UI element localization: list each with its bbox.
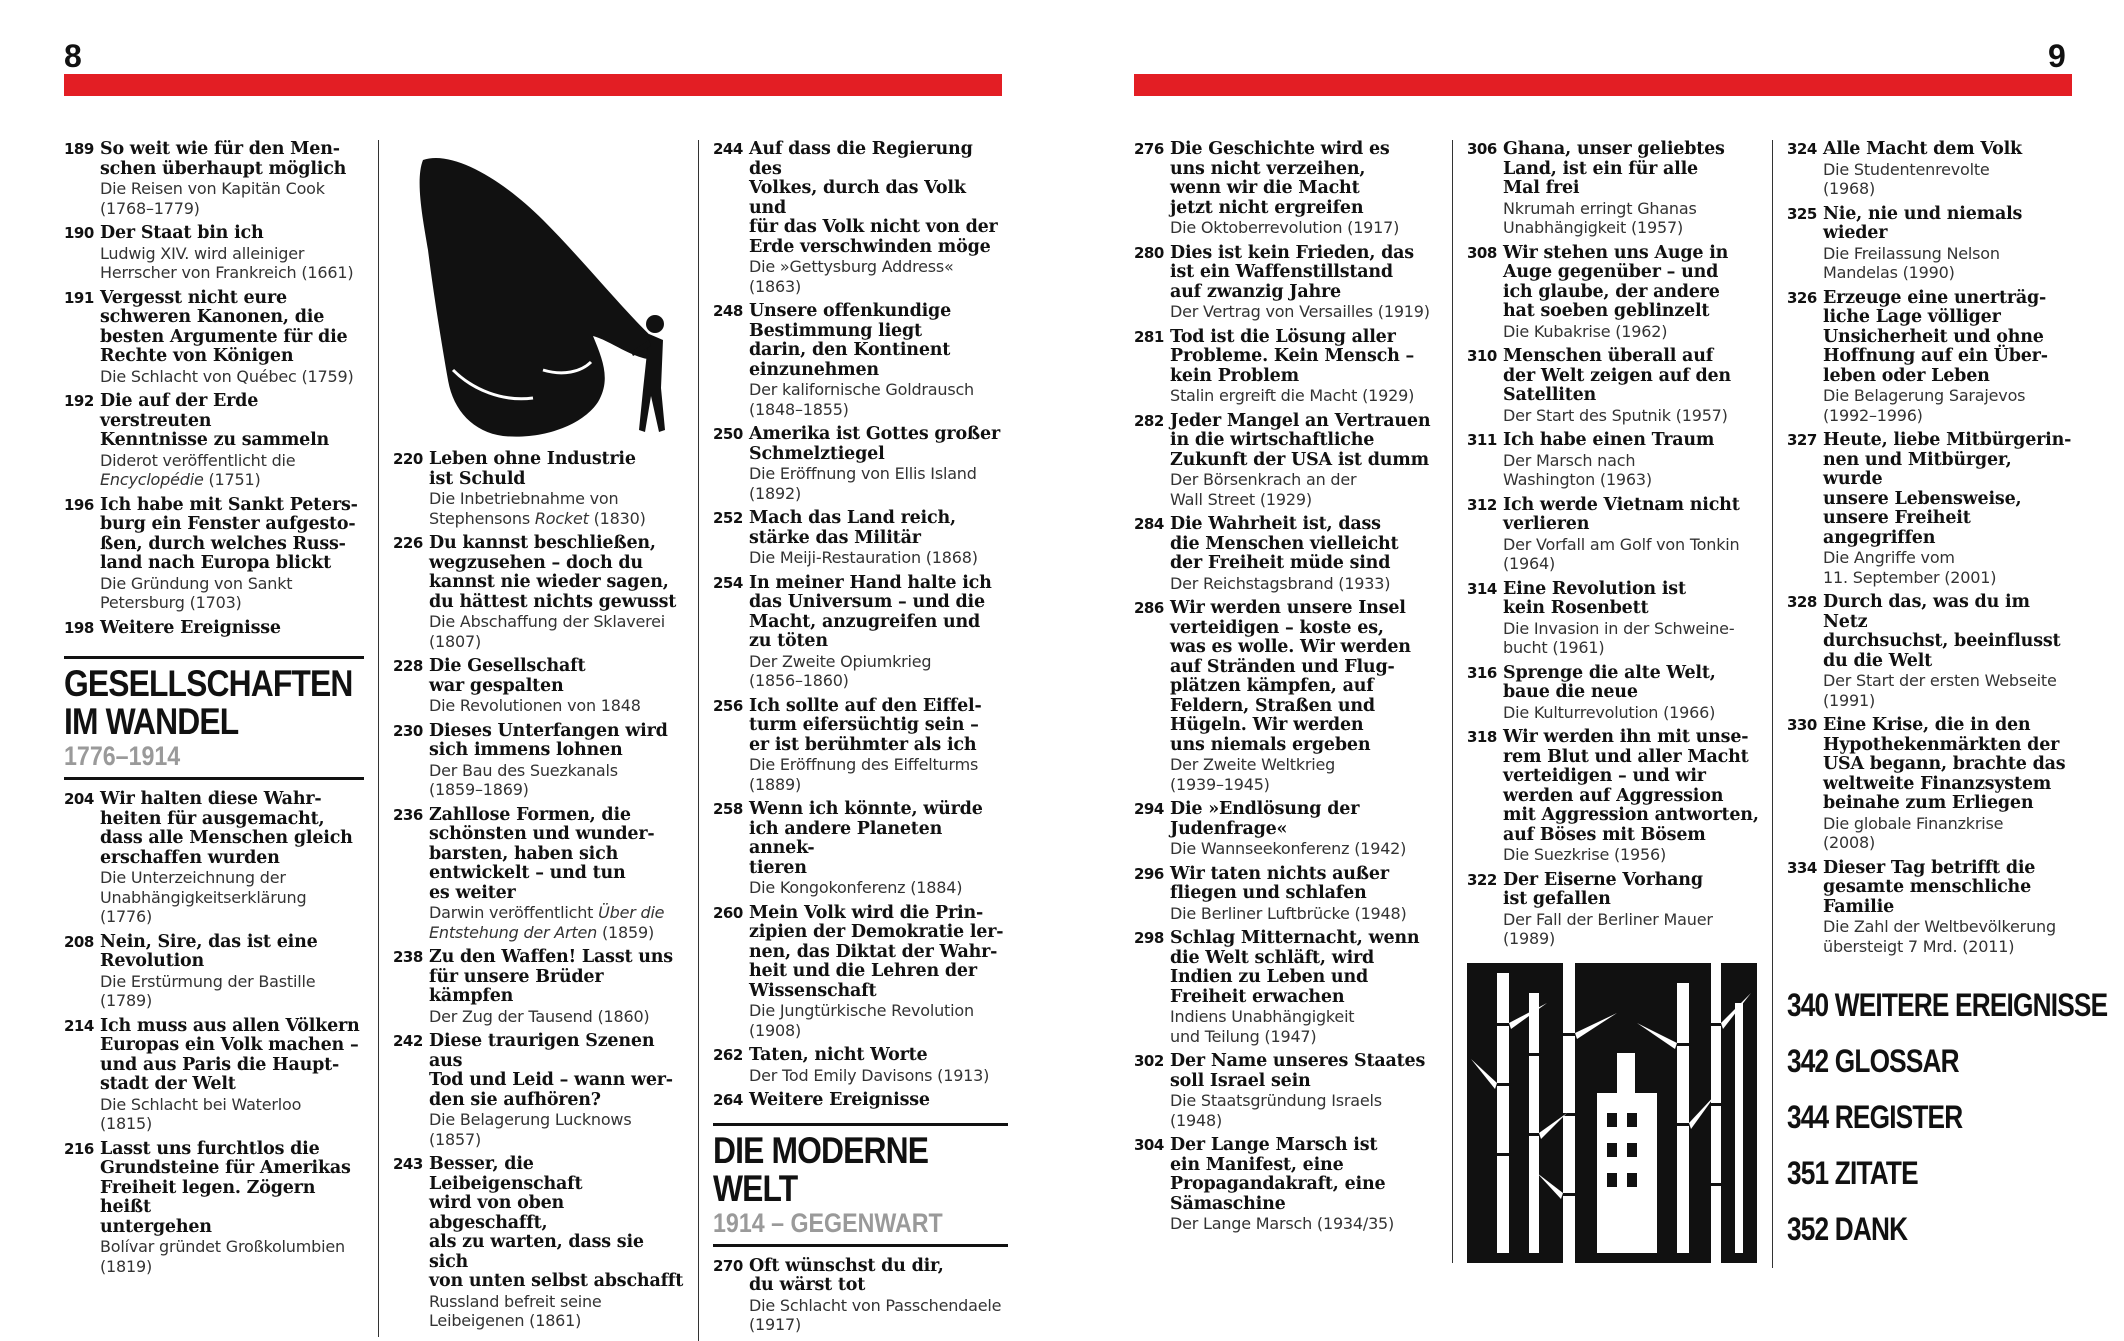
entry-subtitle: Die Schlacht bei Waterloo (1815) [100,1094,302,1133]
entry-subtitle-part: Die Inbetriebnahme von Stephensons [429,489,619,528]
entry-subtitle-italic: Encyclopédie [100,470,204,489]
toc-big-entry[interactable] [1787,987,2108,1023]
entry-subtitle: Der kalifornische Goldrausch (1848–1855) [749,380,975,419]
entry-subtitle: Der Börsenkrach an der Wall Street (1929) [1170,470,1357,509]
entry-subtitle: Die Eröffnung von Ellis Island (1892) [749,464,977,503]
entry-subtitle: Die Berliner Luftbrücke (1948) [1170,903,1407,923]
entry-subtitle: Die Revolutionen von 1848 [429,696,641,715]
entry-title: Wir werden ihn mit unse- rem Blut und aller Macht verteidigen – und wir werden auf Aggression mit Aggression antworten, auf Böses mit Bösem [1503,727,1759,845]
page-number: 230 [393,721,423,740]
page-number: 242 [393,1032,423,1050]
entry-subtitle [429,489,688,528]
entry-title: Zahllose Formen, die schönsten und wunder- barsten, haben sich entwickelt – und tun es weiter [429,804,655,903]
toc-entry[interactable] [713,904,1008,1041]
entry-title: Die Wahrheit ist, dass die Menschen vielleicht der Freiheit müde sind [1170,514,1399,573]
toc-entry[interactable] [64,790,364,927]
entry-title: Ich muss aus allen Völkern Europas ein Volk machen – und aus Paris die Haupt- stadt der Welt [100,1015,360,1094]
toc-entry[interactable] [713,1091,1008,1111]
toc-entry[interactable] [713,425,1008,503]
toc-entry[interactable] [1787,431,2072,587]
entry-title: Wir halten diese Wahr- heiten für ausgemacht, dass alle Menschen gleich erschaffen wurden [100,789,353,868]
section-title: DIE MODERNE WELT [713,1129,929,1209]
entry-title: Ghana, unser geliebtes Land, ist ein für alle Mal frei [1503,139,1725,198]
section-header-gesellschaften [64,656,364,780]
toc-entry[interactable] [393,1155,688,1331]
entry-subtitle: Der Fall der Berliner Mauer (1989) [1503,909,1713,948]
entry-title: Jeder Mangel an Vertrauen in die wirtschaftliche Zukunft der USA ist dumm [1170,410,1431,470]
page-number: 304 [1134,1136,1164,1154]
entry-subtitle: Die Zahl der Weltbevölkerung übersteigt 7 Mrd. (2011) [1823,917,2056,956]
entry-subtitle: Die globale Finanzkrise (2008) [1823,813,2004,852]
entry-title: Diese traurigen Szenen aus Tod und Leid – wann wer- den sie aufhören? [429,1031,673,1110]
page-number: 294 [1134,800,1164,818]
toc-entry[interactable] [1467,664,1766,723]
page-number: 352 [1787,1211,1829,1247]
toc-entry[interactable] [1134,1136,1444,1234]
page-number: 298 [1134,929,1164,947]
toc-entry[interactable] [1134,929,1444,1046]
toc-entry[interactable] [1134,140,1444,238]
page-number: 226 [393,534,423,552]
page-number: 270 [713,1256,743,1275]
page-number: 284 [1134,515,1164,533]
page-number: 250 [713,425,743,443]
page-number: 314 [1467,579,1497,598]
toc-entry[interactable] [64,289,364,387]
toc-entry[interactable] [64,619,364,639]
entry-subtitle: Der Start des Sputnik (1957) [1503,405,1728,425]
big-entry-label: REGISTER [1834,1099,1963,1135]
entry-title: Dies ist kein Frieden, das ist ein Waffenstillstand auf zwanzig Jahre [1170,242,1414,302]
entry-title: Durch das, was du im Netz durchsuchst, beeinflusst du die Welt [1823,592,2061,671]
entry-title: Mein Volk wird die Prin- zipien der Demokratie ler- nen, das Diktat der Wahr- heit und die Lehren der Wissenschaft [749,902,1004,1001]
left-red-bar [64,74,1002,96]
entry-subtitle: Der Start der ersten Webseite (1991) [1823,671,2057,710]
entry-title: Mach das Land reich, stärke das Militär [749,508,956,548]
page-number: 318 [1467,728,1497,746]
entry-title: Wenn ich könnte, würde ich andere Planeten annek- tieren [749,799,983,878]
page-number: 281 [1134,327,1164,346]
page-number: 282 [1134,411,1164,430]
page-number: 264 [713,1091,743,1109]
toc-entry[interactable] [1467,580,1766,658]
page-number: 286 [1134,599,1164,617]
section-range: 1914 – GEGENWART [713,1207,943,1238]
page-number: 296 [1134,864,1164,883]
toc-entry[interactable] [393,657,688,716]
entry-subtitle-part: (1830) [588,508,646,528]
right-red-bar [1134,74,2072,96]
entry-subtitle: Der Vorfall am Golf von Tonkin (1964) [1503,534,1740,573]
section-range: 1776–1914 [64,741,181,771]
page-number: 204 [64,790,94,808]
hand-illustration [393,140,683,450]
page-number: 334 [1787,858,1817,877]
toc-entry[interactable] [1467,871,1766,949]
toc-entry[interactable] [1134,328,1444,406]
entry-title: Amerika ist Gottes großer Schmelztiegel [749,424,1000,464]
entry-subtitle: Der Reichstagsbrand (1933) [1170,573,1391,593]
bamboo-illustration [1467,963,1757,1263]
toc-entry[interactable] [64,496,364,613]
toc-column-3 [698,140,1008,1341]
toc-entry[interactable] [1467,244,1766,342]
page-number: 243 [393,1155,423,1173]
toc-entry[interactable] [1467,140,1766,238]
entry-title: Menschen überall auf der Welt zeigen auf den Satelliten [1503,346,1731,405]
entry-title: Nein, Sire, das ist eine Revolution [100,931,318,971]
entry-subtitle-italic: Rocket [534,508,589,528]
page-number: 252 [713,509,743,527]
entry-title: Der Lange Marsch ist ein Manifest, eine Propagandakraft, eine Sämaschine [1170,1135,1386,1214]
toc-big-entry[interactable] [1787,1212,2021,1246]
toc-entry[interactable] [393,1032,688,1149]
entry-subtitle: Die Schlacht von Québec (1759) [100,366,354,386]
toc-entry[interactable] [64,140,364,218]
page-number: 310 [1467,347,1497,365]
toc-entry[interactable] [64,392,364,490]
page-number: 308 [1467,243,1497,262]
entry-subtitle [100,451,364,490]
page-number: 306 [1467,140,1497,158]
toc-entry[interactable] [393,806,688,943]
entry-subtitle: Die Invasion in der Schweine- bucht (1961) [1503,618,1735,657]
toc-entry[interactable] [393,534,688,651]
page-number: 262 [713,1046,743,1064]
toc-big-entry[interactable] [1787,1156,2021,1190]
page-number: 189 [64,140,94,158]
toc-entry[interactable] [1134,800,1444,859]
entry-subtitle: Die Meiji-Restauration (1868) [749,548,978,567]
entry-title: Der Name unseres Staates soll Israel sein [1170,1051,1426,1091]
toc-column-4 [1134,140,1444,1240]
big-entry-label: DANK [1834,1211,1908,1247]
entry-title: Ich habe einen Traum [1503,430,1715,450]
toc-entry[interactable] [1467,496,1766,574]
entry-subtitle: Die Gründung von Sankt Petersburg (1703) [100,573,293,612]
toc-entry[interactable] [713,800,1008,898]
toc-entry[interactable] [713,574,1008,691]
entry-title: So weit wie für den Men- schen überhaupt möglich [100,139,347,179]
entry-subtitle: Die Belagerung Sarajevos (1992–1996) [1823,386,2026,425]
entry-title: Dieser Tag betrifft die gesamte menschliche Familie [1823,857,2036,917]
toc-entry[interactable] [1787,716,2072,853]
toc-entry[interactable] [1134,1052,1444,1130]
entry-subtitle: Die Reisen von Kapitän Cook (1768–1779) [100,179,325,218]
entry-subtitle: Die Staatsgründung Israels (1948) [1170,1091,1382,1130]
entry-title: Die Geschichte wird es uns nicht verzeihen, wenn wir die Macht jetzt nicht ergreifen [1170,139,1390,218]
toc-entry[interactable] [1787,859,2072,957]
section-title: GESELLSCHAFTEN IM WANDEL [64,663,353,742]
toc-entry[interactable] [1467,347,1766,425]
page-number: 248 [713,302,743,320]
toc-entry[interactable] [1134,244,1444,322]
entry-title: Taten, nicht Worte [749,1045,928,1065]
entry-title: Vergesst nicht eure schweren Kanonen, die besten Argumente für die Rechte von Königen [100,287,348,366]
entry-subtitle: Die Suezkrise (1956) [1503,845,1666,864]
page-number: 322 [1467,870,1497,889]
entry-subtitle: Bolívar gründet Großkolumbien (1819) [100,1237,345,1276]
entry-title: Erzeuge eine unerträg- liche Lage völliger Unsicherheit und ohne Hoffnung auf ein Über- leben oder Leben [1823,287,2048,386]
entry-title: Tod ist die Lösung aller Probleme. Kein Mensch – kein Problem [1170,326,1415,386]
entry-title: Der Eiserne Vorhang ist gefallen [1503,869,1703,909]
entry-title: Wir taten nichts außer fliegen und schlafen [1170,863,1389,903]
toc-big-entry[interactable] [1787,1044,2021,1078]
page-number: 228 [393,657,423,675]
entry-title: Eine Krise, die in den Hypothekenmärkten der USA begann, brachte das weltweite Finanzsystem beinahe zum Erliegen [1823,715,2066,813]
entry-subtitle: Die Wannseekonferenz (1942) [1170,839,1407,858]
page-number: 311 [1467,431,1497,449]
entry-subtitle-part: (1751) [203,470,261,489]
toc-column-6 [1772,139,2108,1268]
toc-column-2 [378,140,688,1337]
entry-subtitle: Die Kongokonferenz (1884) [749,878,963,897]
entry-title: Sprenge die alte Welt, baue die neue [1503,662,1716,702]
entry-title: Weitere Ereignisse [749,1090,930,1110]
toc-entry[interactable] [713,140,1008,296]
toc-column-1 [64,140,364,1282]
page-number: 330 [1787,716,1817,734]
entry-subtitle: Der Zug der Tausend (1860) [429,1006,650,1026]
toc-entry[interactable] [393,948,688,1026]
entry-subtitle-part: (1859) [597,922,654,942]
toc-entry[interactable] [1467,431,1766,490]
page-number: 328 [1787,593,1817,611]
entry-title: In meiner Hand halte ich das Universum – und die Macht, anzugreifen und zu töten [749,572,992,651]
entry-subtitle: Die Freilassung Nelson Mandelas (1990) [1823,243,2000,282]
entry-title: Schlag Mitternacht, wenn die Welt schläft, wird Indien zu Leben und Freiheit erwachen [1170,928,1420,1007]
entry-subtitle: Die Schlacht von Passchendaele (1917) [749,1295,1002,1334]
page-number: 198 [64,618,94,637]
toc-entry[interactable] [1134,865,1444,924]
toc-entry[interactable] [393,722,688,800]
toc-entry[interactable] [1134,515,1444,593]
entry-title: Alle Macht dem Volk [1823,139,2022,159]
page-number: 344 [1787,1099,1829,1135]
entry-title: Die »Endlösung der Judenfrage« [1170,799,1360,839]
entry-subtitle: Der Zweite Weltkrieg (1939–1945) [1170,755,1336,794]
page-number: 312 [1467,495,1497,514]
entry-title: Eine Revolution ist kein Rosenbett [1503,578,1686,618]
entry-subtitle: Der Vertrag von Versailles (1919) [1170,302,1430,321]
entry-title: Der Staat bin ich [100,223,264,243]
entry-title: Besser, die Leibeigenschaft wird von oben abgeschafft, als zu warten, dass sie sich von unten selbst abschafft [429,1154,684,1291]
page-number: 191 [64,288,94,307]
page-number: 325 [1787,204,1817,223]
entry-subtitle-italic: Über die Entstehung der Arten [429,903,665,942]
page-number: 327 [1787,431,1817,449]
entry-subtitle: Die Kulturrevolution (1966) [1503,702,1716,722]
entry-subtitle: Die Unterzeichnung der Unabhängigkeitserklärung (1776) [100,868,307,926]
entry-title: Du kannst beschließen, wegzusehen – doch du kannst nie wieder sagen, du hättest nichts gewusst [429,533,677,612]
page-number: 208 [64,932,94,951]
page-number: 216 [64,1139,94,1158]
page-number: 340 [1787,987,1829,1023]
toc-entry[interactable] [64,224,364,283]
toc-entry[interactable] [64,1140,364,1277]
right-page-number: 9 [2048,38,2066,74]
page-number: 256 [713,696,743,715]
entry-title: Wir stehen uns Auge in Auge gegenüber – und ich glaube, der andere hat soeben geblinzelt [1503,242,1729,321]
page-number: 351 [1787,1155,1829,1191]
entry-subtitle: Die Kubakrise (1962) [1503,321,1668,341]
toc-column-5 [1452,140,1766,1263]
entry-title: Lasst uns furchtlos die Grundsteine für Amerikas Freiheit legen. Zögern heißt untergehen [100,1138,351,1237]
entry-title: Zu den Waffen! Lasst uns für unsere Brüder kämpfen [429,947,673,1006]
toc-entry[interactable] [1134,412,1444,510]
entry-subtitle: Der Tod Emily Davisons (1913) [749,1065,990,1085]
entry-subtitle: Die »Gettysburg Address« (1863) [749,257,954,296]
toc-entry[interactable] [713,697,1008,795]
entry-title: Die Gesellschaft war gespalten [429,656,586,696]
entry-subtitle: Indiens Unabhängigkeit und Teilung (1947) [1170,1007,1355,1046]
toc-entry[interactable] [1134,599,1444,794]
page-number: 324 [1787,140,1817,158]
entry-subtitle: Die Studentenrevolte (1968) [1823,159,1990,198]
big-entry-label: WEITERE EREIGNISSE [1834,987,2108,1023]
page-number: 244 [713,140,743,158]
page-number: 196 [64,495,94,514]
entry-title: Heute, liebe Mitbürgerin- nen und Mitbürger, wurde unsere Lebensweise, unsere Freiheit angegriffen [1823,430,2072,548]
entry-title: Auf dass die Regierung des Volkes, durch das Volk und für das Volk nicht von der Erde verschwinden möge [749,139,998,257]
entry-title: Nie, nie und niemals wieder [1823,203,2023,243]
toc-entry[interactable] [1787,205,2072,283]
page-number: 254 [713,573,743,592]
section-header-moderne-welt [713,1123,1008,1247]
page-number: 302 [1134,1052,1164,1070]
page-number: 214 [64,1016,94,1035]
entry-title: Ich habe mit Sankt Peters- burg ein Fenster aufgesto- ßen, durch welches Russ- land nach Europa blickt [100,494,358,573]
left-page-number: 8 [64,38,82,74]
toc-entry[interactable] [713,302,1008,419]
entry-title: Weitere Ereignisse [100,617,281,638]
entry-title: Ich werde Vietnam nicht verlieren [1503,494,1740,534]
entry-subtitle: Die Oktoberrevolution (1917) [1170,218,1400,237]
entry-subtitle: Der Zweite Opiumkrieg (1856–1860) [749,651,932,690]
page-number: 192 [64,392,94,410]
entry-subtitle: Der Marsch nach Washington (1963) [1503,450,1652,489]
entry-subtitle: Die Belagerung Lucknows (1857) [429,1110,632,1149]
entry-title: Die auf der Erde verstreuten Kenntnisse zu sammeln [100,391,330,450]
entry-title: Leben ohne Industrie ist Schuld [429,449,636,489]
entry-subtitle-part: Darwin veröffentlicht [429,903,599,922]
page-number: 236 [393,805,423,824]
entry-subtitle: Ludwig XIV. wird alleiniger Herrscher von Frankreich (1661) [100,243,354,282]
page-number: 238 [393,948,423,966]
entry-subtitle: Der Bau des Suezkanals (1859–1869) [429,760,618,799]
toc-entry[interactable] [1787,289,2072,426]
entry-subtitle: Die Angriffe vom 11. September (2001) [1823,548,1997,587]
entry-subtitle: Stalin ergreift die Macht (1929) [1170,386,1415,405]
page-number: 220 [393,450,423,468]
page-number: 190 [64,224,94,242]
entry-title: Wir werden unsere Insel verteidigen – koste es, was es wolle. Wir werden auf Stränden und Flug- plätzen kämpfen, auf Feldern, Straßen und Hügeln. Wir werden uns niemals ergeben [1170,598,1411,755]
entry-subtitle: Die Eröffnung des Eiffelturms (1889) [749,755,979,794]
toc-entry[interactable] [393,450,688,528]
page-number: 280 [1134,243,1164,262]
big-entry-label: GLOSSAR [1834,1043,1959,1079]
toc-entry[interactable] [713,509,1008,568]
entry-subtitle: Die Erstürmung der Bastille (1789) [100,971,316,1010]
entry-subtitle: Russland befreit seine Leibeigenen (1861) [429,1291,602,1330]
entry-subtitle: Der Lange Marsch (1934/35) [1170,1214,1395,1233]
toc-entry[interactable] [64,1017,364,1134]
page-number: 258 [713,800,743,818]
entry-title: Unsere offenkundige Bestimmung liegt darin, den Kontinent einzunehmen [749,301,952,380]
page-number: 260 [713,903,743,922]
page-number: 326 [1787,288,1817,307]
toc-big-entry[interactable] [1787,1100,2021,1134]
toc-entry[interactable] [1467,728,1766,865]
entry-subtitle [429,903,688,942]
page-number: 316 [1467,663,1497,682]
entry-subtitle: Die Jungtürkische Revolution (1908) [749,1001,974,1040]
toc-entry[interactable] [1787,593,2072,710]
entry-title: Ich sollte auf den Eiffel- turm eifersüchtig sein – er ist berühmter als ich [749,695,982,755]
big-entry-label: ZITATE [1834,1155,1918,1191]
page-number: 276 [1134,140,1164,158]
toc-entry[interactable] [64,933,364,1011]
page-number: 342 [1787,1043,1829,1079]
toc-entry[interactable] [713,1046,1008,1085]
entry-subtitle-part: Diderot veröffentlicht die [100,450,296,470]
toc-entry[interactable] [1787,140,2072,199]
entry-title: Dieses Unterfangen wird sich immens lohnen [429,720,668,760]
entry-title: Oft wünschst du dir, du wärst tot [749,1255,944,1295]
entry-subtitle: Nkrumah erringt Ghanas Unabhängigkeit (1957) [1503,198,1697,237]
entry-subtitle: Die Abschaffung der Sklaverei (1807) [429,612,666,651]
toc-entry[interactable] [713,1257,1008,1335]
